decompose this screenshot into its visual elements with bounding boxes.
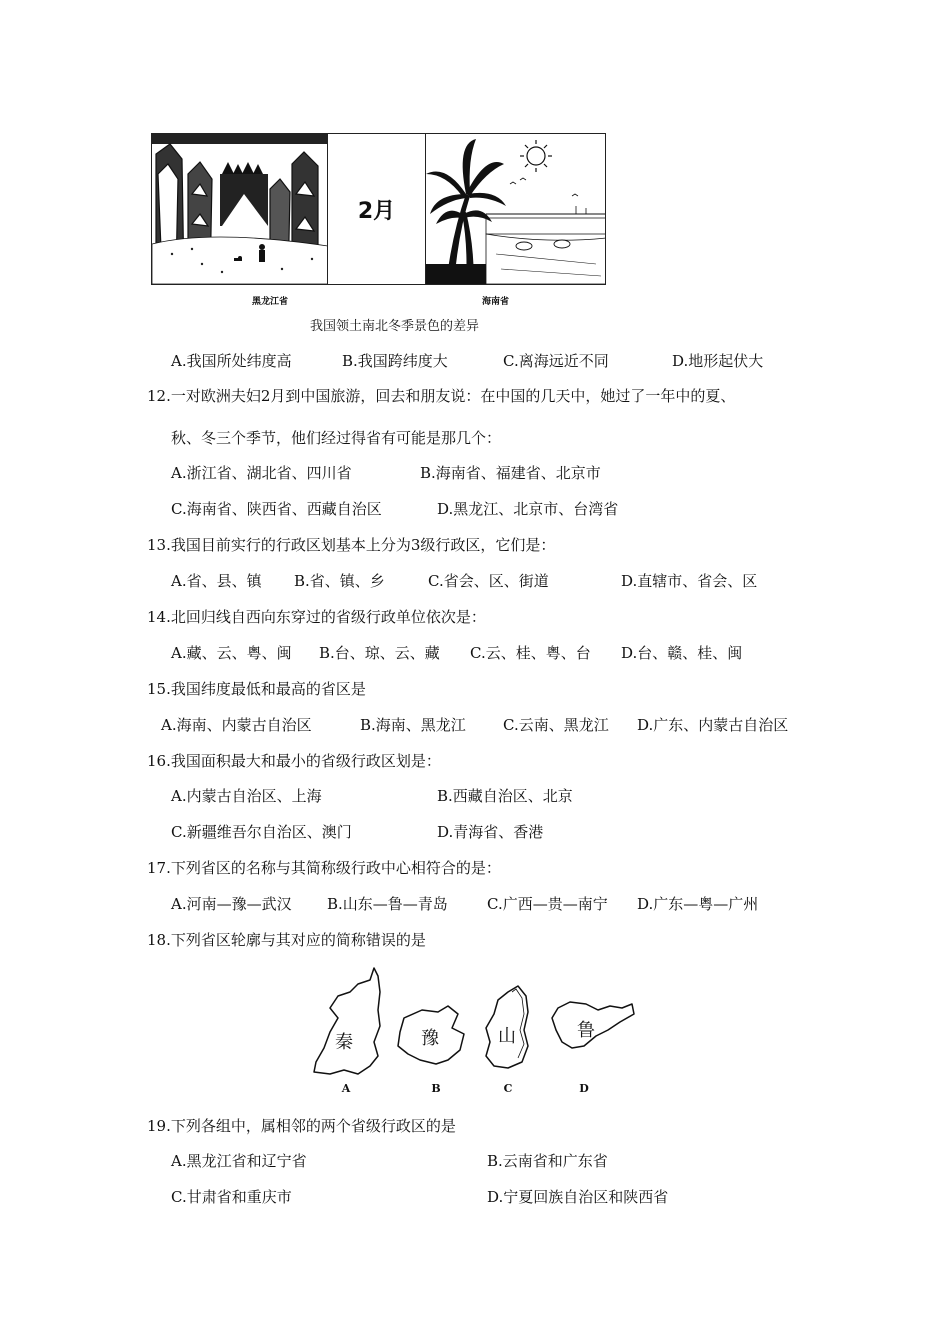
q13-option-b[interactable]: B.省、镇、乡 — [294, 572, 385, 590]
q14-option-b[interactable]: B.台、琼、云、藏 — [319, 644, 440, 662]
q19-option-b[interactable]: B.云南省和广东省 — [487, 1152, 608, 1170]
hainan-beach-scene — [426, 134, 605, 284]
q16-option-b[interactable]: B.西藏自治区、北京 — [437, 787, 573, 805]
map-c-abbr: 山 — [498, 1026, 516, 1047]
q12-option-a[interactable]: A.浙江省、湖北省、四川省 — [171, 464, 352, 482]
month-panel — [328, 134, 426, 284]
q11-option-b[interactable]: B.我国跨纬度大 — [342, 352, 448, 370]
q12-option-c[interactable]: C.海南省、陕西省、西藏自治区 — [171, 500, 382, 518]
q17-option-a[interactable]: A.河南—豫—武汉 — [171, 895, 292, 913]
map-d-abbr: 鲁 — [577, 1020, 595, 1041]
map-a-letter: A — [341, 1082, 351, 1095]
map-d-letter: D — [579, 1082, 589, 1095]
q19-option-d[interactable]: D.宁夏回族自治区和陕西省 — [487, 1188, 669, 1206]
q16-option-d[interactable]: D.青海省、香港 — [437, 823, 544, 841]
q14-option-a[interactable]: A.藏、云、粤、闽 — [171, 644, 292, 662]
map-b-abbr: 豫 — [421, 1028, 439, 1049]
q17-option-c[interactable]: C.广西—贵—南宁 — [487, 895, 608, 913]
q15-option-b[interactable]: B.海南、黑龙江 — [360, 716, 466, 734]
q12-stem-line1: 12.一对欧洲夫妇2月到中国旅游，回去和朋友说：在中国的几天中，她过了一年中的夏、 — [147, 387, 736, 405]
heilongjiang-snow-scene — [152, 134, 328, 284]
q12-stem-line2: 秋、冬三个季节，他们经过得省有可能是那几个： — [171, 429, 502, 447]
q18-stem: 18.下列省区轮廓与其对应的简称错误的是 — [147, 931, 426, 949]
q14-option-c[interactable]: C.云、桂、粤、台 — [470, 644, 591, 662]
winter-scenery-figure — [151, 133, 606, 285]
q16-option-a[interactable]: A.内蒙古自治区、上海 — [171, 787, 322, 805]
q13-option-d[interactable]: D.直辖市、省会、区 — [621, 572, 758, 590]
q19-option-a[interactable]: A.黑龙江省和辽宁省 — [171, 1152, 307, 1170]
map-a-abbr: 秦 — [335, 1032, 353, 1053]
q12-option-d[interactable]: D.黑龙江、北京市、台湾省 — [437, 500, 619, 518]
q17-option-b[interactable]: B.山东—鲁—青岛 — [327, 895, 448, 913]
q11-option-d[interactable]: D.地形起伏大 — [672, 352, 764, 370]
q15-option-a[interactable]: A.海南、内蒙古自治区 — [161, 716, 312, 734]
map-b-letter: B — [431, 1082, 441, 1095]
q16-option-c[interactable]: C.新疆维吾尔自治区、澳门 — [171, 823, 352, 841]
month-label: 2月 — [357, 198, 396, 224]
q13-stem: 13.我国目前实行的行政区划基本上分为3级行政区，它们是： — [147, 536, 556, 554]
q13-option-a[interactable]: A.省、县、镇 — [171, 572, 262, 590]
q13-option-c[interactable]: C.省会、区、街道 — [428, 572, 549, 590]
q15-option-c[interactable]: C.云南、黑龙江 — [503, 716, 609, 734]
q11-option-a[interactable]: A.我国所处纬度高 — [171, 352, 292, 370]
q14-stem: 14.北回归线自西向东穿过的省级行政单位依次是： — [147, 608, 486, 626]
q17-option-d[interactable]: D.广东—粤—广州 — [637, 895, 759, 913]
palm-beach-illustration — [426, 134, 605, 284]
q15-option-d[interactable]: D.广东、内蒙古自治区 — [637, 716, 789, 734]
q15-stem: 15.我国纬度最低和最高的省区是 — [147, 680, 366, 698]
shaanxi-outline — [314, 968, 380, 1074]
q19-option-c[interactable]: C.甘肃省和重庆市 — [171, 1188, 292, 1206]
q12-option-b[interactable]: B.海南省、福建省、北京市 — [420, 464, 601, 482]
snow-forest-illustration — [152, 134, 328, 284]
q17-stem: 17.下列省区的名称与其简称级行政中心相符合的是： — [147, 859, 501, 877]
q16-stem: 16.我国面积最大和最小的省级行政区划是： — [147, 752, 441, 770]
hainan-label: 海南省 — [482, 297, 510, 307]
province-outline-maps — [300, 962, 650, 1097]
q11-option-c[interactable]: C.离海远近不同 — [503, 352, 609, 370]
figure-caption: 我国领土南北冬季景色的差异 — [310, 319, 480, 334]
map-c-letter: C — [503, 1082, 513, 1095]
heilongjiang-label: 黑龙江省 — [252, 297, 289, 307]
q19-stem: 19.下列各组中，属相邻的两个省级行政区的是 — [147, 1117, 456, 1135]
q14-option-d[interactable]: D.台、赣、桂、闽 — [621, 644, 743, 662]
